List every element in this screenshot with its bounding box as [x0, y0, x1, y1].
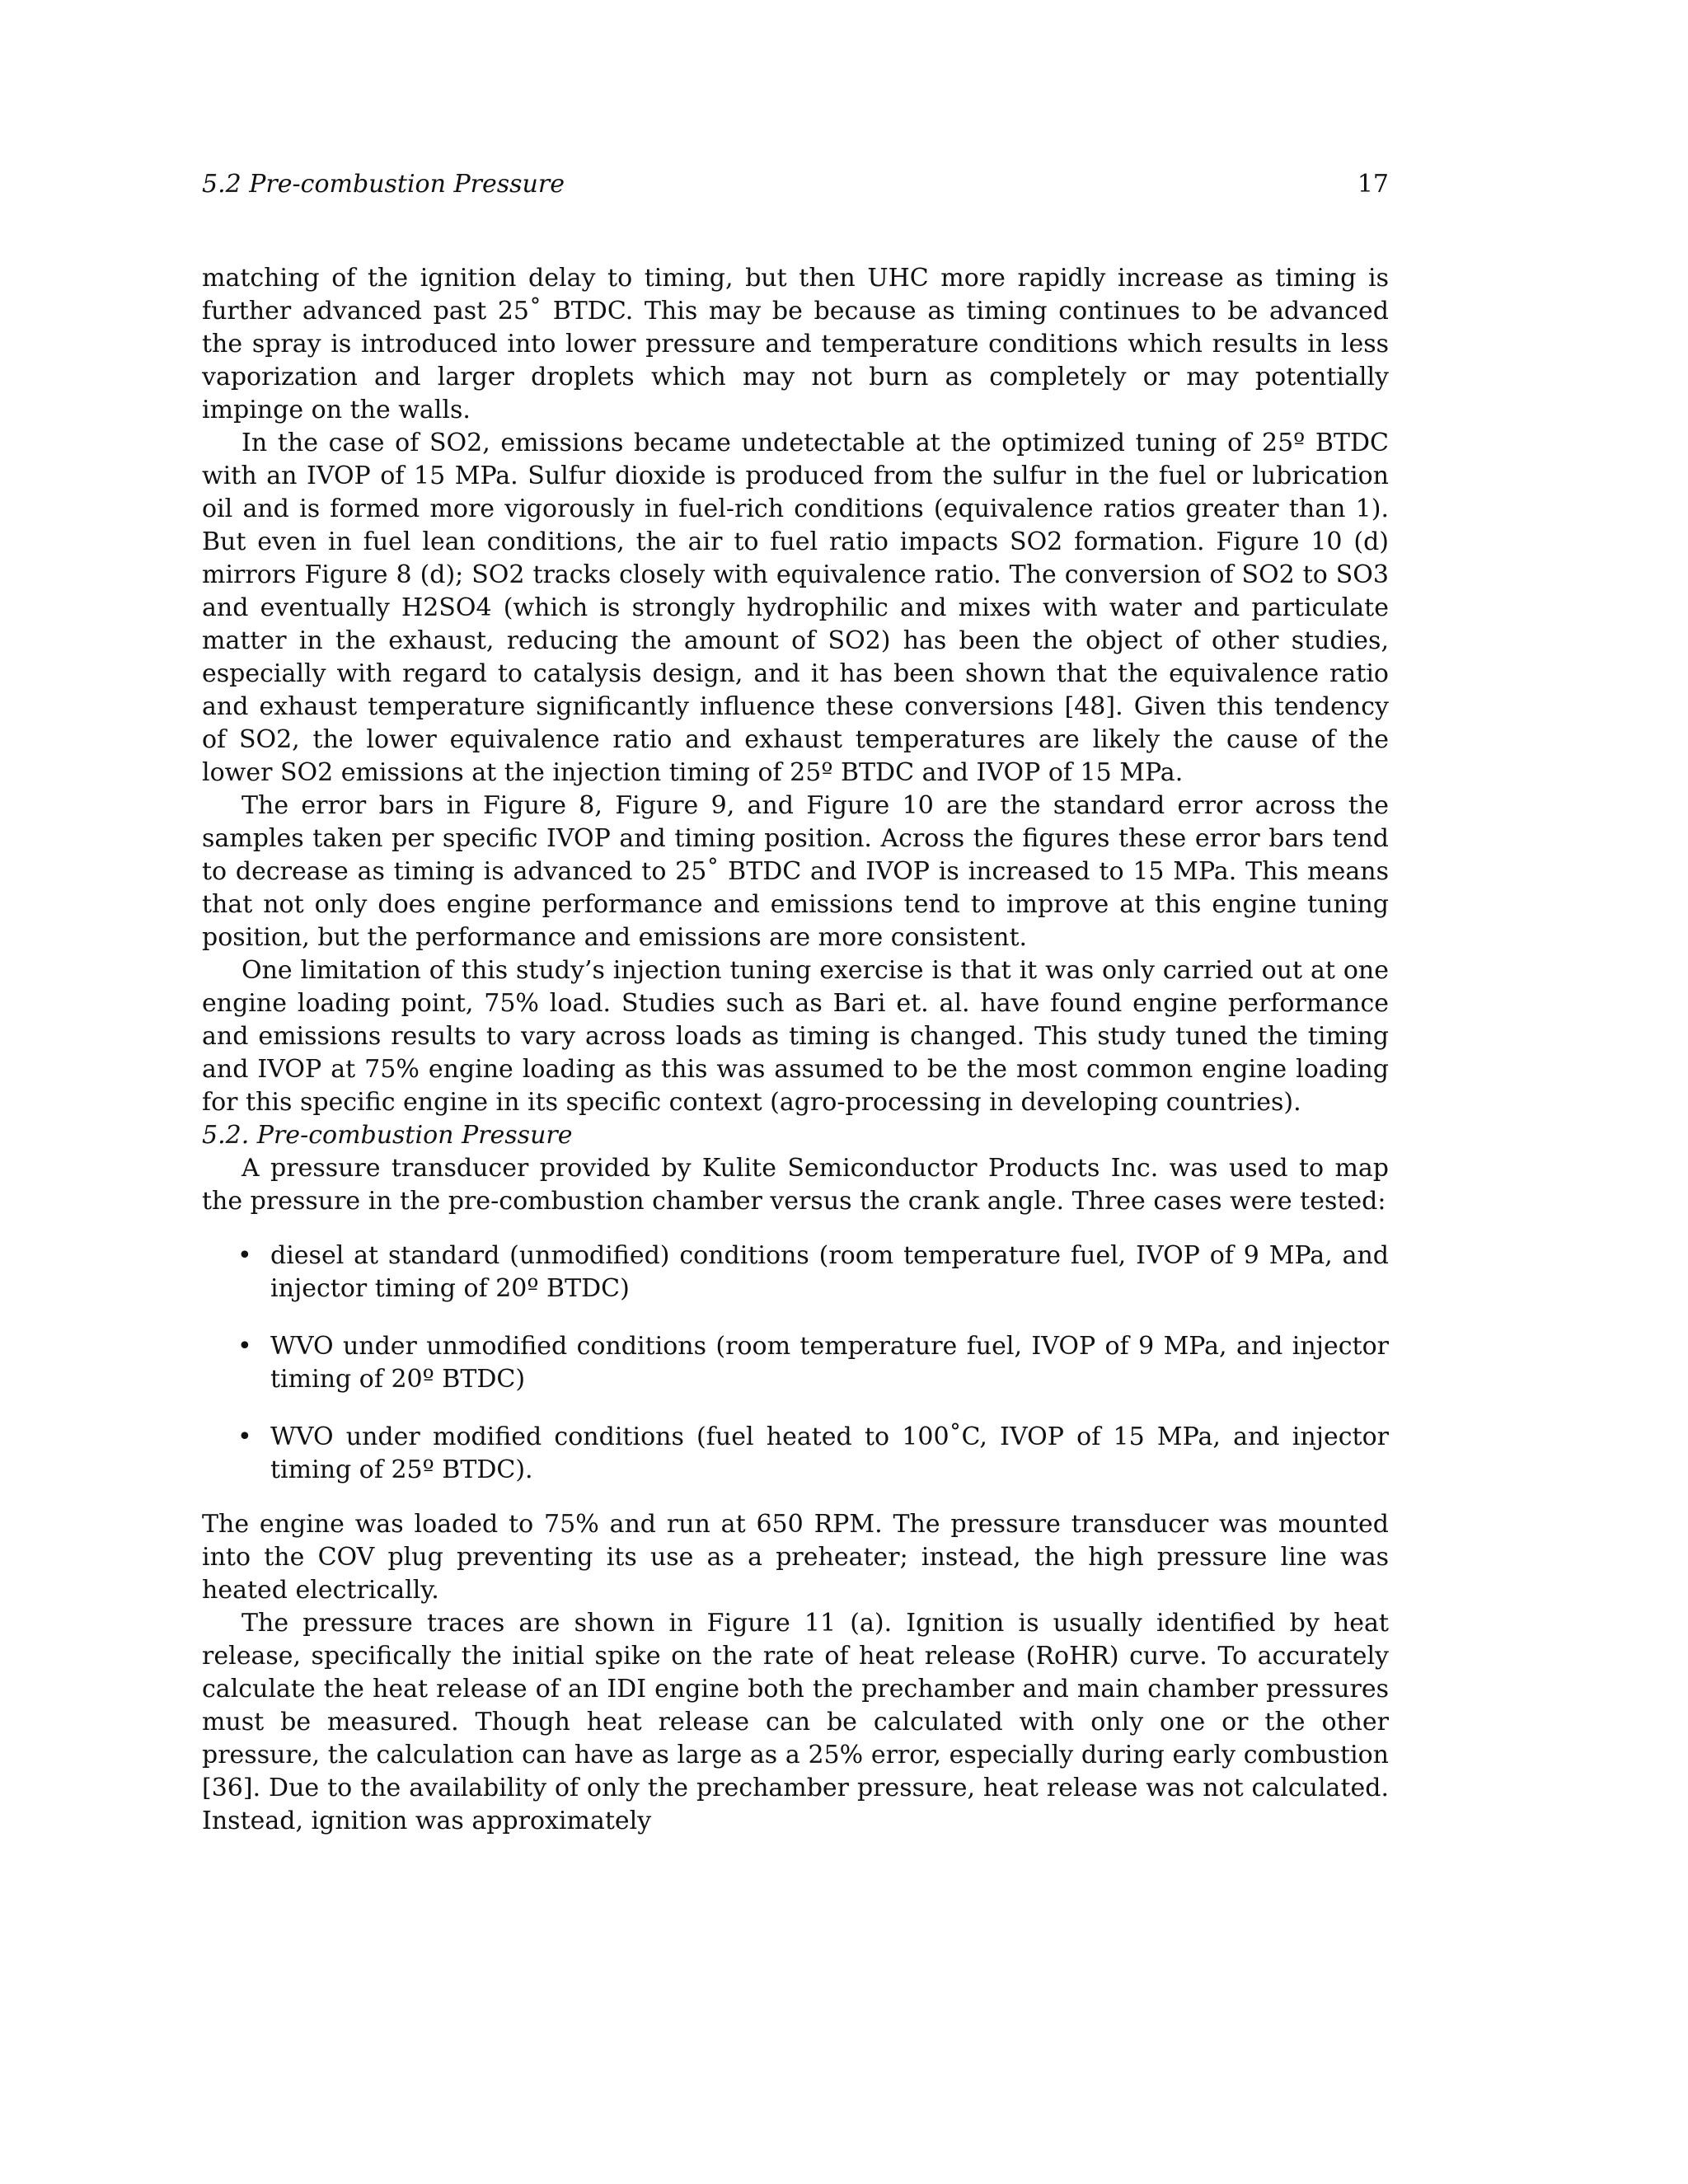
subsection-heading: 5.2. Pre-combustion Pressure: [202, 1121, 573, 1150]
body-text: [202, 262, 1389, 1838]
running-head: [202, 168, 1389, 201]
list-item-text: WVO under modified conditions (fuel heated to 100˚C, IVOP of 15 MPa, and injector timing of 25º BTDC).: [270, 1422, 1389, 1484]
list-item-text: diesel at standard (unmodified) conditions (room temperature fuel, IVOP of 9 MPa, and injector timing of 20º BTDC): [270, 1241, 1389, 1303]
test-cases-list: [202, 1240, 1389, 1487]
paragraph-pressure-traces: The pressure traces are shown in Figure 11 (a). Ignition is usually identified by heat release, specifically the initial spike on the rate of heat release (RoHR) curve. To accurately calculate the heat release of an IDI engine both the prechamber and main chamber pressures must be measured. Though heat release can be calculated with only one or the other pressure, the calculation can have as large as a 25% error, especially during early combustion [36]. Due to the availability of only the prechamber pressure, heat release was not calculated. Instead, ignition was approximately: [202, 1609, 1389, 1835]
page-number: 17: [1357, 170, 1389, 199]
paragraph-limitation: One limitation of this study’s injection tuning exercise is that it was only carried out at one engine loading point, 75% load. Studies such as Bari et. al. have found engine performance and emissions results to vary across loads as timing is changed. This study tuned the timing and IVOP at 75% engine loading as this was assumed to be the most common engine loading for this specific engine in its specific context (agro-processing in developing countries).: [202, 956, 1389, 1117]
list-item-text: WVO under unmodified conditions (room temperature fuel, IVOP of 9 MPa, and injector timing of 20º BTDC): [270, 1332, 1389, 1394]
paragraph-engine-loading: The engine was loaded to 75% and run at 650 RPM. The pressure transducer was mounted into the COV plug preventing its use as a preheater; instead, the high pressure line was heated electrically.: [202, 1510, 1389, 1605]
paragraph-so2-emissions: In the case of SO2, emissions became undetectable at the optimized tuning of 25º BTDC with an IVOP of 15 MPa. Sulfur dioxide is produced from the sulfur in the fuel or lubrication oil and is formed more vigorously in fuel-rich conditions (equivalence ratios greater than 1). But even in fuel lean conditions, the air to fuel ratio impacts SO2 formation. Figure 10 (d) mirrors Figure 8 (d); SO2 tracks closely with equivalence ratio. The conversion of SO2 to SO3 and eventually H2SO4 (which is strongly hydrophilic and mixes with water and particulate matter in the exhaust, reducing the amount of SO2) has been the object of other studies, especially with regard to catalysis design, and it has been shown that the equivalence ratio and exhaust temperature significantly influence these conversions [48]. Given this tendency of SO2, the lower equivalence ratio and exhaust temperatures are likely the cause of the lower SO2 emissions at the injection timing of 25º BTDC and IVOP of 15 MPa.: [202, 429, 1389, 787]
paragraph-continuation: matching of the ignition delay to timing, but then UHC more rapidly increase as timing is further advanced past 25˚ BTDC. This may be because as timing continues to be advanced the spray is introduced into lower pressure and temperature conditions which results in less vaporization and larger droplets which may not burn as completely or may potentially impinge on the walls.: [202, 264, 1389, 424]
bullet-icon: •: [237, 1241, 252, 1270]
paragraph-pressure-transducer: A pressure transducer provided by Kulite Semiconductor Products Inc. was used to map the pressure in the pre-combustion chamber versus the crank angle. Three cases were tested:: [202, 1154, 1389, 1216]
running-head-section: 5.2 Pre-combustion Pressure: [202, 170, 565, 199]
paragraph-error-bars: The error bars in Figure 8, Figure 9, and Figure 10 are the standard error across the samples taken per specific IVOP and timing position. Across the figures these error bars tend to decrease as timing is advanced to 25˚ BTDC and IVOP is increased to 15 MPa. This means that not only does engine performance and emissions tend to improve at this engine tuning position, but the performance and emissions are more consistent.: [202, 791, 1389, 952]
bullet-icon: •: [237, 1422, 252, 1451]
list-item: [237, 1421, 1389, 1487]
bullet-icon: •: [237, 1332, 252, 1361]
list-item: [237, 1330, 1389, 1396]
list-item: [237, 1240, 1389, 1305]
